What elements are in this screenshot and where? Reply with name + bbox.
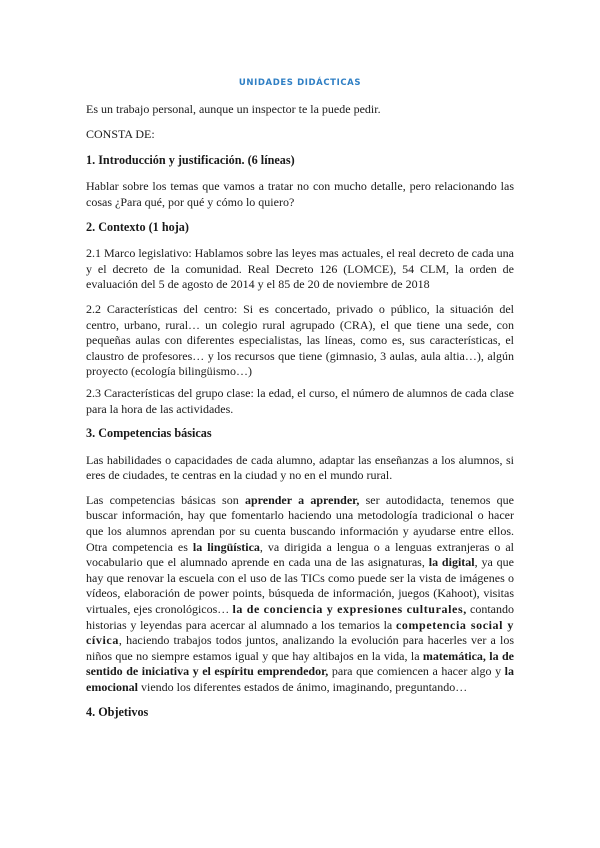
bold-term: matemática, la de sentido de iniciativa y el espíritu emprendedor,: [86, 648, 514, 679]
bold-term: la digital: [428, 555, 475, 570]
section-2-3-text: 2.3 Características del grupo clase: la edad, el curso, el número de alumnos de cada clase para la hora de las actividades.: [86, 385, 514, 416]
section-3-text-2: [86, 493, 514, 696]
section-4-heading: 4. Objetivos: [86, 704, 149, 719]
bold-term: aprender a aprender,: [244, 492, 360, 507]
section-2-1-text: 2.1 Marco legislativo: Hablamos sobre las leyes mas actuales, el real decreto de cada una y el decreto de la comunidad. Real Decreto 126 (LOMCE), 54 CLM, la orden de evaluación del 5 de agosto de 2014 y el 85 de 20 de noviembre de 2018: [86, 246, 514, 292]
text-run: ser autodidacta, tenemos que buscar información, hay que fomentarlo haciendo una metodología tradicional o hacer que los alumnos aprendan por su cuenta buscando información y ayudarse entre ellos. Otra competencia es: [86, 492, 514, 554]
section-1-text: Hablar sobre los temas que vamos a tratar no con mucho detalle, pero relacionando las cosas ¿Para qué, por qué y cómo lo quiero?: [86, 179, 514, 209]
text-run: , ya que hay que renovar la escuela con el uso de las TICs como puede ser la vista de imágenes o vídeos, elaboración de power points, búsqueda de información, juegos (Kahoot), visitas virtuales, ejes cronológicos…: [86, 555, 514, 617]
document-title: UNIDADES DIDÁCTICAS: [238, 78, 362, 88]
section-3-text-1: Las habilidades o capacidades de cada alumno, adaptar las enseñanzas a los alumnos, si eres de ciudades, te centras en la ciudad y no en el mundo rural.: [86, 452, 514, 483]
section-1-heading: 1. Introducción y justificación. (6 líneas): [86, 152, 295, 167]
section-2-heading: 2. Contexto (1 hoja): [86, 219, 189, 234]
text-run: , va dirigida a lengua o a lenguas extranjeras o al vocabulario que el alumnado aprende en cada una de las asignaturas,: [86, 539, 514, 570]
text-run: viendo los diferentes estados de ánimo, imaginando, preguntando…: [138, 680, 468, 694]
text-run: contando historias y leyendas para acercar al alumnado a los temarios la: [86, 602, 514, 632]
section-2-2-text: 2.2 Características del centro: Si es concertado, privado o público, la situación del centro, urbano, rural… un colegio rural agrupado (CRA), el que tiene una sede, con pequeñas aulas con diferentes especialistas, las líneas, como es, sus características, el claustro de profesores… y los recursos que tiene (gimnasio, 3 aulas, aula altia…), algún proyecto (ecología bilingüismo…): [86, 301, 514, 379]
text-run: Las competencias básicas son: [86, 492, 245, 507]
text-run: , haciendo trabajos todos juntos, analizando la evolución para hacerles ver a los niños que no siempre estamos igual y que hay altibajos en la vida, la: [86, 633, 514, 663]
bold-term: competencia social y cívica: [86, 617, 514, 648]
bold-term: la lingüística: [192, 539, 260, 554]
intro-text: Es un trabajo personal, aunque un inspector te la puede pedir.: [86, 101, 381, 116]
text-run: para que comiencen a hacer algo y: [328, 664, 505, 679]
bold-term: la emocional: [86, 664, 514, 694]
bold-term: la de conciencia y expresiones culturales,: [232, 602, 467, 617]
consta-de-label: CONSTA DE:: [86, 127, 155, 142]
section-3-heading: 3. Competencias básicas: [86, 426, 212, 441]
